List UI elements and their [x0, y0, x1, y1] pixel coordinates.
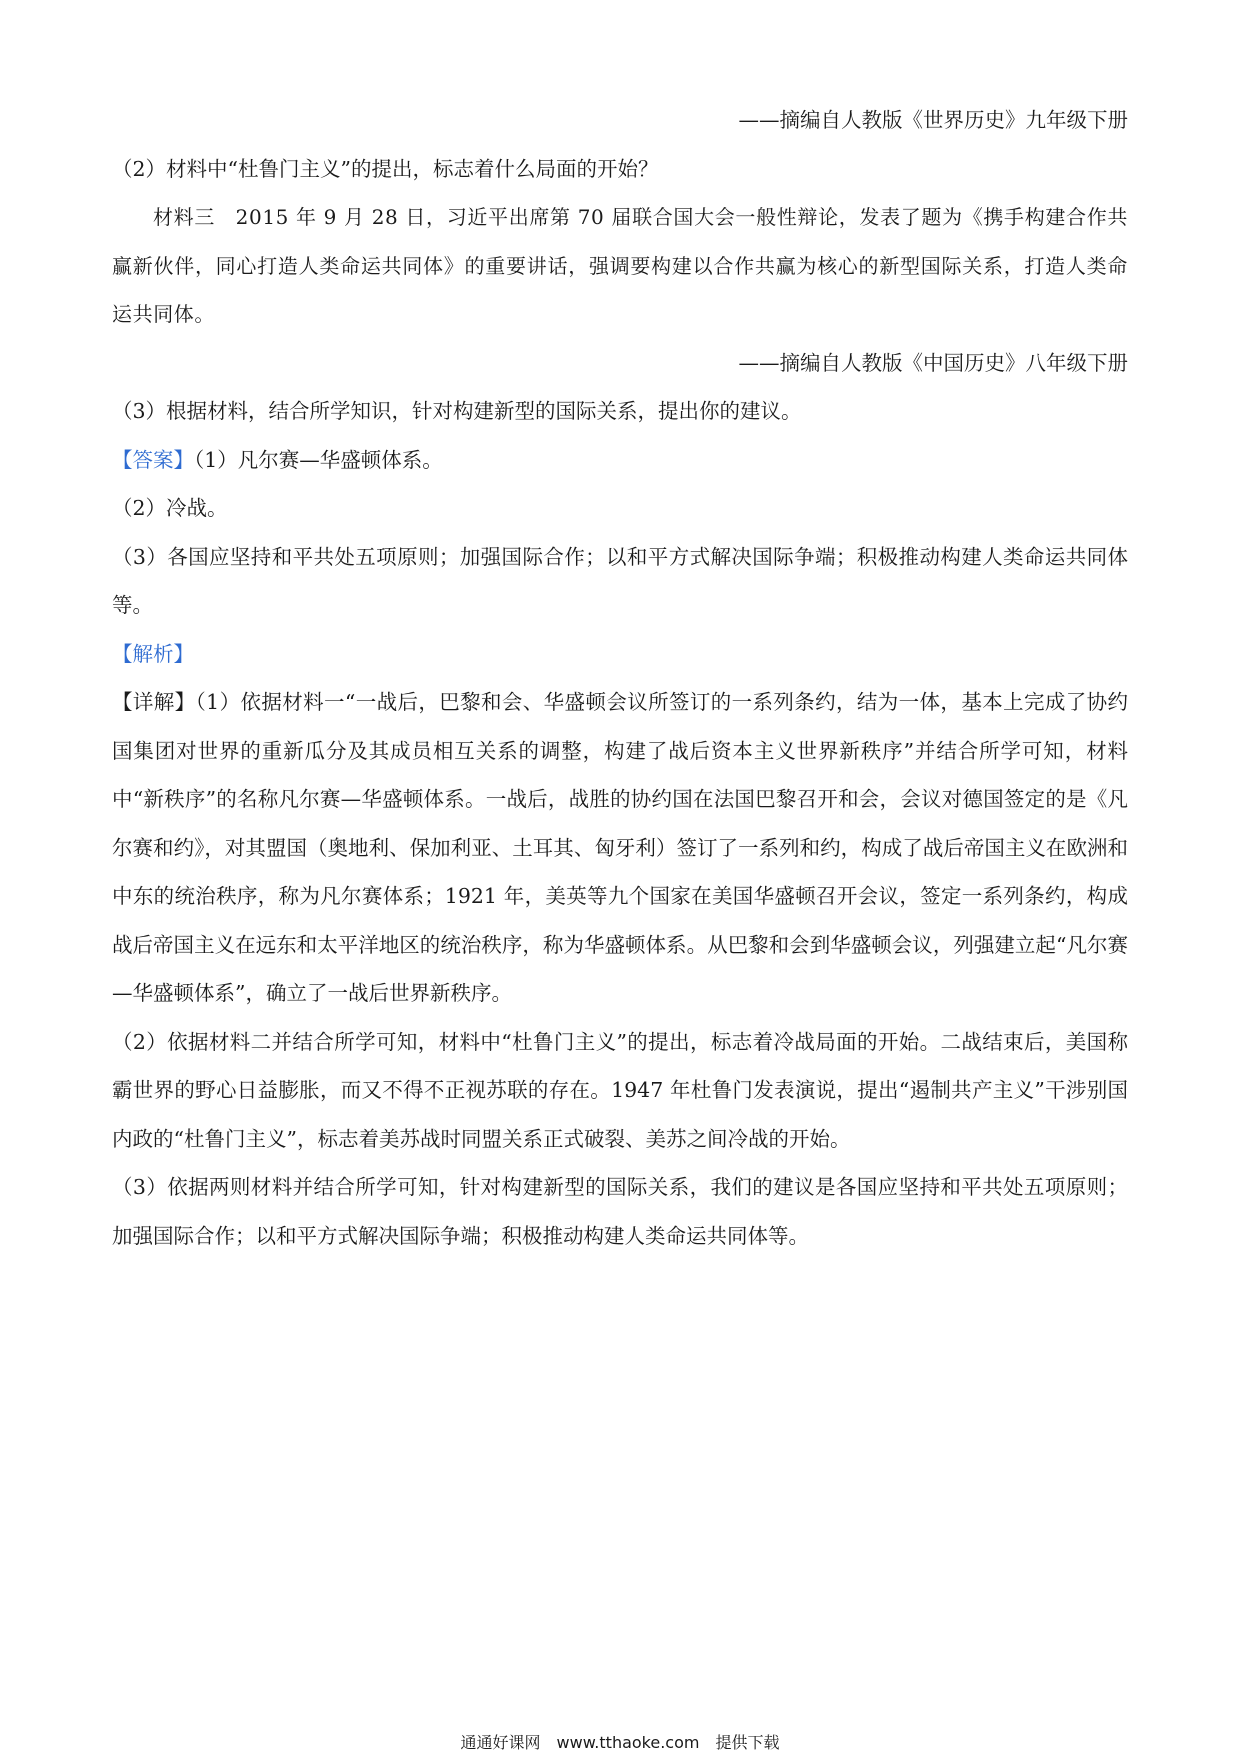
- document-body: [112, 96, 1128, 1260]
- detail-1: （1）依据材料一“一战后，巴黎和会、华盛顿会议所签订的一系列条约，结为一体，基本上完成了协约国集团对世界的重新瓜分及其成员相互关系的调整，构建了战后资本主义世界新秩序”并结合所学可知，材料中“新秩序”的名称凡尔赛—华盛顿体系。一战后，战胜的协约国在法国巴黎召开和会，会议对德国签定的是《凡尔赛和约》，对其盟国（奥地利、保加利亚、土耳其、匈牙利）签订了一系列和约，构成了战后帝国主义在欧洲和中东的统治秩序，称为凡尔赛体系；1921 年，美英等九个国家在美国华盛顿召开会议，签定一系列条约，构成战后帝国主义在远东和太平洋地区的统治秩序，称为华盛顿体系。从巴黎和会到华盛顿会议，列强建立起“凡尔赛—华盛顿体系”，确立了一战后世界新秩序。: [112, 690, 1128, 1005]
- source-citation-china-history: ——摘编自人教版《中国历史》八年级下册: [738, 350, 1128, 375]
- answer-1: （1）凡尔赛—华盛顿体系。: [194, 447, 443, 472]
- detail-paragraph-3: （3）依据两则材料并结合所学可知，针对构建新型的国际关系，我们的建议是各国应坚持和平共处五项原则；加强国际合作；以和平方式解决国际争端；积极推动构建人类命运共同体等。: [112, 1175, 1128, 1248]
- question-3: （3）根据材料，结合所学知识，针对构建新型的国际关系，提出你的建议。: [112, 399, 802, 423]
- material-three: 材料三 2015 年 9 月 28 日，习近平出席第 70 届联合国大会一般性辩论，发表了题为《携手构建合作共赢新伙伴，同心打造人类命运共同体》的重要讲话，强调要构建以合作共赢为核心的新型国际关系，打造人类命运共同体。: [112, 205, 1128, 326]
- question-2: （2）材料中“杜鲁门主义”的提出，标志着什么局面的开始？: [112, 156, 659, 181]
- detail-paragraph-1: [112, 678, 1128, 1018]
- answer-line-1: [112, 436, 1128, 485]
- analysis-tag: 【解析】: [112, 641, 194, 666]
- footer-watermark: 通通好课网 www.tthaoke.com 提供下载: [460, 1733, 780, 1752]
- answer-tag: 【答案】: [112, 447, 194, 472]
- answer-2: （2）冷战。: [112, 496, 228, 520]
- source-citation-world-history: ——摘编自人教版《世界历史》九年级下册: [738, 108, 1128, 132]
- detail-tag: 【详解】: [112, 690, 196, 714]
- detail-paragraph-2: （2）依据材料二并结合所学可知，材料中“杜鲁门主义”的提出，标志着冷战局面的开始。二战结束后，美国称霸世界的野心日益膨胀，而又不得不正视苏联的存在。1947 年杜鲁门发表演说，提出“遏制共产主义”干涉别国内政的“杜鲁门主义”，标志着美苏战时同盟关系正式破裂、美苏之间冷战的开始。: [112, 1029, 1128, 1151]
- analysis-heading: [112, 630, 1128, 679]
- answer-3: （3）各国应坚持和平共处五项原则；加强国际合作；以和平方式解决国际争端；积极推动构建人类命运共同体等。: [112, 544, 1128, 617]
